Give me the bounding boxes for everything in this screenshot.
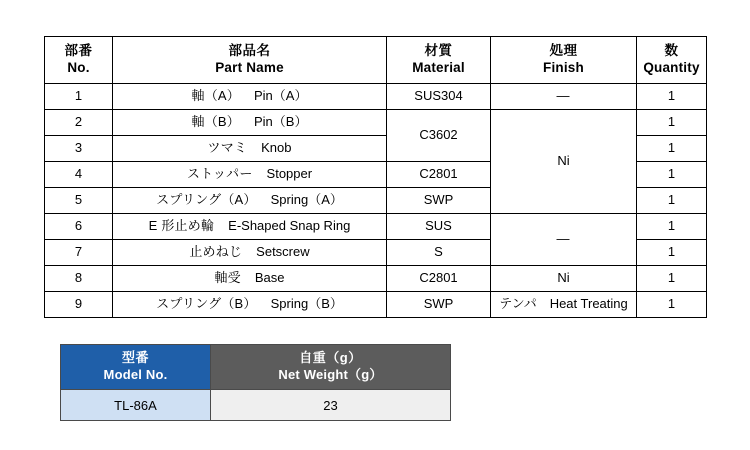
header-material-en: Material [412,60,465,75]
cell-material: SWP [387,292,491,318]
cell-quantity: 1 [637,136,707,162]
cell-quantity: 1 [637,240,707,266]
parts-table-container [44,36,706,318]
table-row [45,84,707,110]
part-name-jp: 軸受 [214,270,241,286]
header-model-no-en: Model No. [103,367,168,382]
cell-material: SUS [387,214,491,240]
table-row [45,110,707,136]
cell-material: C2801 [387,162,491,188]
cell-part-name [113,136,387,162]
cell-part-name [113,84,387,110]
cell-no: 9 [45,292,113,318]
cell-no: 8 [45,266,113,292]
header-finish-en: Finish [543,60,584,75]
cell-material: S [387,240,491,266]
header-quantity-jp: 数 [664,43,679,59]
cell-quantity: 1 [637,110,707,136]
cell-finish: Ni [491,110,637,214]
part-name-en: Pin（A） [254,88,308,104]
part-name-en: E-Shaped Snap Ring [228,218,351,234]
part-name-en: Setscrew [256,244,310,260]
parts-table [44,36,707,318]
cell-finish: — [491,214,637,266]
part-name-en: Base [254,270,285,286]
model-table-header [61,345,451,390]
header-finish-jp: 処理 [549,43,578,59]
cell-part-name [113,214,387,240]
cell-no: 5 [45,188,113,214]
cell-quantity: 1 [637,214,707,240]
cell-material: C3602 [387,110,491,162]
cell-no: 1 [45,84,113,110]
header-net-weight-en: Net Weight（g） [278,367,383,382]
cell-material: SWP [387,188,491,214]
cell-finish: Ni [491,266,637,292]
table-row [61,390,451,421]
part-name-jp: スプリング（B） [156,296,257,312]
cell-model-no: TL-86A [61,390,211,421]
cell-finish: — [491,84,637,110]
cell-part-name [113,110,387,136]
cell-quantity: 1 [637,188,707,214]
header-material-jp: 材質 [424,43,453,59]
model-table [60,344,451,421]
header-net-weight-jp: 自重（g） [299,350,362,366]
part-name-en: Spring（A） [270,192,343,208]
header-no-jp: 部番 [64,43,93,59]
part-name-jp: スプリング（A） [156,192,257,208]
table-row [45,214,707,240]
cell-quantity: 1 [637,292,707,318]
part-name-jp: 止めねじ [189,244,243,260]
cell-part-name [113,162,387,188]
model-table-container [60,344,450,421]
table-header-row [61,345,451,390]
header-model-no-jp: 型番 [121,350,149,366]
part-name-jp: 軸（A） [191,88,240,104]
table-row [45,292,707,318]
cell-no: 7 [45,240,113,266]
cell-quantity: 1 [637,162,707,188]
header-cell-quantity [637,37,707,84]
cell-finish: テンパ Heat Treating [491,292,637,318]
table-row [45,266,707,292]
part-name-jp: ストッパー [186,166,253,182]
header-quantity-en: Quantity [643,60,700,75]
cell-part-name [113,188,387,214]
model-table-body [61,390,451,421]
header-cell-material [387,37,491,84]
table-header-row [45,37,707,84]
cell-part-name [113,292,387,318]
cell-no: 3 [45,136,113,162]
part-name-jp: ツマミ [207,140,248,156]
parts-table-header [45,37,707,84]
header-part-name-jp: 部品名 [228,43,271,59]
cell-quantity: 1 [637,266,707,292]
cell-no: 6 [45,214,113,240]
part-name-jp: E 形止め輪 [148,218,215,234]
header-cell-net-weight [211,345,451,390]
parts-table-body [45,84,707,318]
cell-quantity: 1 [637,84,707,110]
header-cell-part-name [113,37,387,84]
cell-material: SUS304 [387,84,491,110]
part-name-en: Pin（B） [254,114,308,130]
part-name-en: Stopper [266,166,313,182]
header-cell-model-no [61,345,211,390]
part-name-jp: 軸（B） [191,114,240,130]
header-no-en: No. [67,60,90,75]
cell-material: C2801 [387,266,491,292]
cell-part-name [113,240,387,266]
cell-no: 4 [45,162,113,188]
part-name-en: Knob [261,140,292,156]
part-name-en: Spring（B） [270,296,343,312]
header-part-name-en: Part Name [215,60,284,75]
cell-no: 2 [45,110,113,136]
cell-net-weight: 23 [211,390,451,421]
header-cell-finish [491,37,637,84]
cell-part-name [113,266,387,292]
header-cell-no [45,37,113,84]
